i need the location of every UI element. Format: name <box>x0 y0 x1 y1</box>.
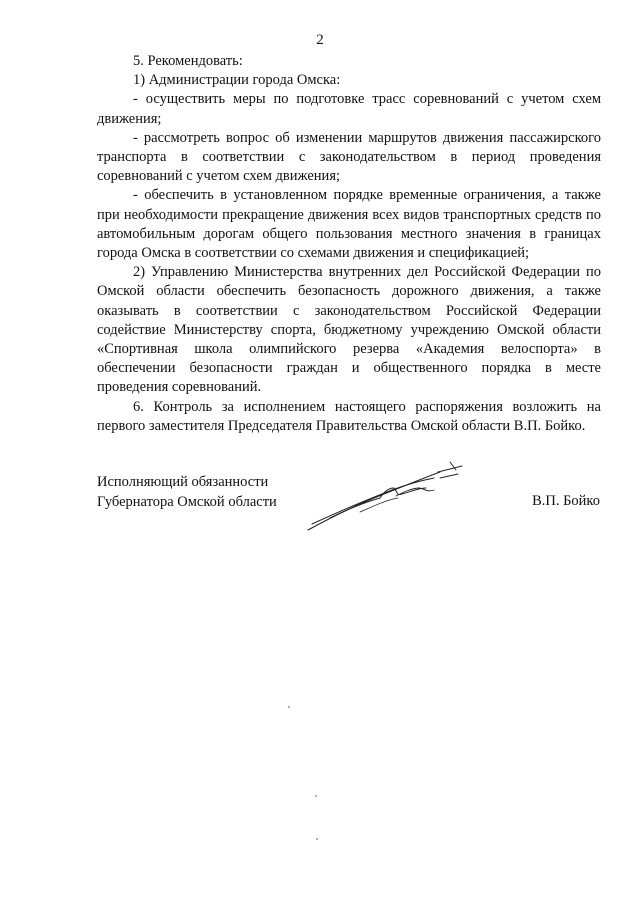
paragraph-routes-preparation: - осуществить меры по подготовке трасс соревнований с учетом схем движения; <box>97 91 601 127</box>
signatory-name: В.П. Бойко <box>532 493 600 509</box>
signatory-title-line-2: Губернатора Омской области <box>97 493 277 510</box>
paragraph-transport-routes: - рассмотреть вопрос об изменении маршрутов движения пассажирского транспорта в соответствии с законодательством в период проведения соревнований с учетом схем движения; <box>97 129 601 185</box>
paragraph-interior-ministry: 2) Управлению Министерства внутренних дел Российской Федерации по Омской области обеспечить безопасность дорожного движения, а также оказывать в соответствии с законодательством Российской Федерации содействие Министерству спорта, бюджетному учреждению Омской области «Спортивная школа олимпийского резерва «Академия велоспорта» в обеспечении безопасности граждан и общественного порядка в месте проведения соревнований. <box>97 264 601 396</box>
scan-speck <box>316 838 318 840</box>
paragraph-traffic-restrictions: - обеспечить в установленном порядке временные ограничения, а также при необходимости прекращение движения всех видов транспортных средств по автомобильным дорогам общего пользования местного значения в границах города Омска в соответствии со схемами движения и спецификацией; <box>97 187 601 262</box>
paragraph-5-heading: 5. Рекомендовать: <box>133 53 243 69</box>
handwritten-signature <box>300 458 470 538</box>
scan-speck <box>288 706 290 708</box>
paragraph-6-control: 6. Контроль за исполнением настоящего распоряжения возложить на первого заместителя Председателя Правительства Омской области В.П. Бойко. <box>97 398 601 434</box>
document-body <box>97 52 601 436</box>
signatory-title-line-1: Исполняющий обязанности <box>97 474 269 490</box>
scan-speck <box>315 795 317 797</box>
signatory-title <box>97 473 277 512</box>
paragraph-administration: 1) Администрации города Омска: <box>133 72 341 89</box>
page-number: 2 <box>316 32 324 48</box>
